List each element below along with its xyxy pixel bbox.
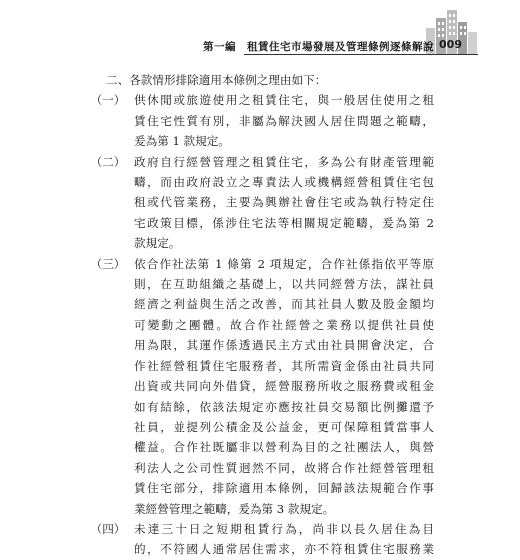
text-line: 政府自行經營管理之租賃住宅，多為公有財產管理範 [134, 154, 434, 169]
text-line: 業經營管理之範疇，爰為第 3 款規定。 [134, 501, 335, 516]
text-line: 經濟之利益與生活之改善，而其社員人數及股金額均 [134, 297, 434, 312]
text-line: 用為限，其運作係透過民主方式由社員開會決定，合 [134, 338, 434, 353]
text-line: 可變動之團體。故合作社經營之業務以提供社員使 [134, 317, 434, 332]
header-rule [244, 54, 478, 55]
text-line: 爰為第 1 款規定。 [134, 134, 230, 149]
text-line: 賃住宅性質有別，非屬為解決國人居住問題之範疇， [134, 113, 434, 128]
item-marker: （四） [90, 521, 126, 536]
text-line: 宅政策目標，係涉住宅法等相關規定範疇，爰為第 2 [134, 215, 434, 230]
running-title: 第一編 租賃住宅市場發展及管理條例逐條解說 [203, 41, 434, 53]
list-item [84, 90, 434, 151]
list-item [84, 254, 434, 519]
text-line: 疇，而由政府設立之專責法人或機構經營租賃住宅包 [134, 175, 434, 190]
text-line: 的，不符國人通常居住需求，亦不符租賃住宅服務業 [134, 542, 434, 557]
text-line: 權益。合作社既屬非以營利為目的之社團法人，與營 [134, 440, 434, 455]
section-heading: 二、各款情形排除適用本條例之理由如下： [106, 73, 327, 87]
item-marker: （二） [90, 154, 126, 169]
text-line: 賃住宅部分，排除適用本條例，回歸該法規範合作事 [134, 481, 434, 496]
item-marker: （三） [90, 256, 126, 271]
page-header [0, 0, 520, 60]
text-line: 款規定。 [134, 236, 181, 251]
text-line: 作社經營租賃住宅服務者，其所需資金係由社員共同 [134, 358, 434, 373]
document-body [84, 70, 434, 560]
text-line: 租或代管業務，主要為興辦社會住宅或為執行特定住 [134, 195, 434, 210]
item-marker: （一） [90, 93, 126, 108]
text-line: 社員，並提列公積金及公益金，更可保障租賃當事人 [134, 419, 434, 434]
list-item [84, 519, 434, 560]
text-line: 利法人之公司性質迥然不同，故將合作社經營管理租 [134, 460, 434, 475]
text-line: 如有結餘，依該法規定亦應按社員交易額比例攤還予 [134, 399, 434, 414]
text-line: 依合作社法第 1 條第 2 項規定，合作社係指依平等原 [134, 256, 434, 271]
text-line: 未達三十日之短期租賃行為，尚非以長久居住為目 [134, 521, 434, 536]
page-number: 009 [439, 38, 462, 51]
text-line: 則，在互助組織之基礎上，以共同經營方法，謀社員 [134, 277, 434, 292]
list-item [84, 152, 434, 254]
text-line: 供休閒或旅遊使用之租賃住宅，與一般居住使用之租 [134, 93, 434, 108]
text-line: 出資或共同向外借貸，經營服務所收之服務費或租金 [134, 379, 434, 394]
